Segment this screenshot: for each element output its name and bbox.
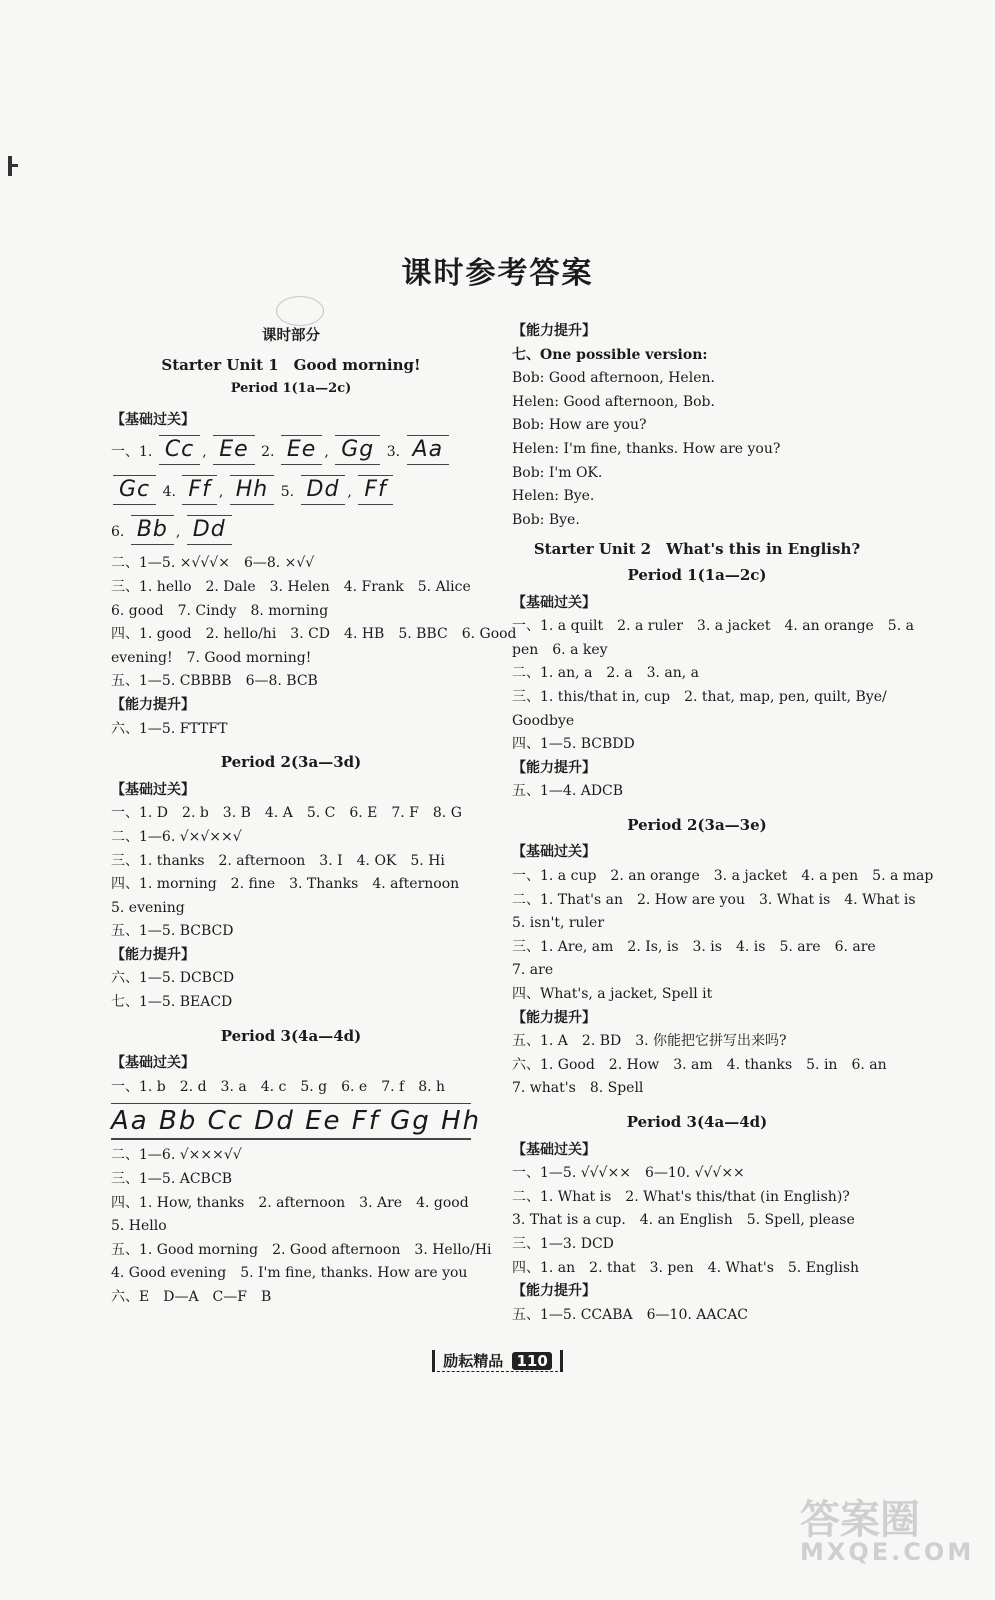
watermark-url: MXQE.COM <box>800 1538 975 1566</box>
handwritten-letters: Cc <box>159 435 200 465</box>
dialogue-line: Bob: I'm OK. <box>512 464 603 481</box>
answer-line: 六、1. Good 2. How 3. am 4. thanks 5. in 6. an <box>512 1056 887 1073</box>
item-number: 5. <box>280 484 295 501</box>
answer-line: 四、1. morning 2. fine 3. Thanks 4. afternoon <box>111 876 460 893</box>
answer-line: 三、1. this/that in, cup 2. that, map, pen, quilt, Bye/ <box>512 688 887 705</box>
answer-line: 5. isn't, ruler <box>512 915 605 932</box>
handwritten-letters: Gc <box>113 475 156 505</box>
answer-line: 四、1. How, thanks 2. afternoon 3. Are 4. good <box>111 1194 469 1211</box>
handwritten-letters: Ff <box>358 475 392 505</box>
answer-line: 三、1. thanks 2. afternoon 3. I 4. OK 5. Hi <box>111 852 445 869</box>
answer-line: 二、1. an, a 2. a 3. an, a <box>512 665 699 682</box>
answer-line: 四、What's, a jacket, Spell it <box>512 986 713 1003</box>
handwritten-letters: Hh <box>230 475 275 505</box>
handwritten-alphabet: Aa Bb Cc Dd Ee Ff Gg Hh <box>111 1103 471 1140</box>
page-number: 110 <box>512 1352 551 1370</box>
answer-line: 五、1—5. CBBBB 6—8. BCB <box>111 673 318 690</box>
left-column <box>111 320 517 1310</box>
handwritten-letters: Ee <box>281 435 322 465</box>
watermark <box>800 1497 975 1566</box>
section-heading: 【能力提升】 <box>111 946 195 963</box>
answer-line: 五、1—5. BCBCD <box>111 923 234 940</box>
answer-line: 六、1—5. FTTFT <box>111 720 228 737</box>
answer-line: 七、One possible version: <box>512 346 708 363</box>
answer-line: 五、1—4. ADCB <box>512 783 624 800</box>
section-heading: 【能力提升】 <box>512 759 596 776</box>
handwriting-row: 一、1. Cc , Ee 2. Ee , Gg 3. Aa <box>111 432 471 472</box>
section-heading: 【基础过关】 <box>512 1141 596 1158</box>
answer-line: 四、1. an 2. that 3. pen 4. What's 5. English <box>512 1259 860 1276</box>
period-title: Period 3(4a—4d) <box>220 1026 362 1045</box>
handwritten-letters: Aa <box>407 435 450 465</box>
section-heading: 【基础过关】 <box>111 1055 195 1072</box>
handwritten-letters: Gg <box>335 435 380 465</box>
answer-line: 7. what's 8. Spell <box>512 1080 644 1097</box>
answer-line: 3. That is a cup. 4. an English 5. Spell, please <box>512 1212 855 1229</box>
period-title: Period 2(3a—3d) <box>220 753 362 772</box>
answer-line: 二、1—6. √×××√√ <box>111 1147 242 1164</box>
period-title: Period 1(1a—2c) <box>230 381 352 397</box>
answer-line: 五、1—5. CCABA 6—10. AACAC <box>512 1306 749 1323</box>
right-column <box>512 320 934 1327</box>
item-number: 4. <box>162 484 176 501</box>
answer-line: 二、1—5. ×√√√× 6—8. ×√√ <box>111 555 315 572</box>
section-heading: 【能力提升】 <box>512 1009 596 1026</box>
dialogue-line: Helen: Good afternoon, Bob. <box>512 393 715 410</box>
answer-line: evening! 7. Good morning! <box>111 649 312 666</box>
answer-line: 六、E D—A C—F B <box>111 1289 272 1305</box>
dialogue-line: Bob: Bye. <box>512 511 580 528</box>
dialogue-line: Helen: Bye. <box>512 488 595 505</box>
section-heading: 【基础过关】 <box>512 844 596 861</box>
page-footer <box>0 1350 995 1372</box>
answer-line: 四、1. good 2. hello/hi 3. CD 4. HB 5. BBC 6. Good <box>111 626 517 643</box>
handwritten-letters: Ee <box>213 435 254 465</box>
handwritten-letters: Bb <box>131 515 174 545</box>
handwriting-row: 6. Bb , Dd <box>111 512 471 552</box>
section-heading: 【能力提升】 <box>512 1283 596 1300</box>
dialogue-line: Helen: I'm fine, thanks. How are you? <box>512 440 781 457</box>
dialogue-line: Bob: Good afternoon, Helen. <box>512 370 715 387</box>
section-title: 课时部分 <box>262 327 320 344</box>
answer-line: 三、1. hello 2. Dale 3. Helen 4. Frank 5. Alice <box>111 578 471 595</box>
item-number: 2. <box>261 444 275 461</box>
unit-title: Starter Unit 2 What's this in English? <box>533 540 861 559</box>
period-title: Period 1(1a—2c) <box>627 565 767 584</box>
unit-title: Starter Unit 1 Good morning! <box>161 355 421 374</box>
answer-line: 一、1. a quilt 2. a ruler 3. a jacket 4. an orange 5. a <box>512 618 914 635</box>
answer-line: 五、1. Good morning 2. Good afternoon 3. Hello/Hi <box>111 1241 492 1258</box>
handwritten-letters: Dd <box>301 475 346 505</box>
answer-line: 二、1. What is 2. What's this/that (in English)? <box>512 1188 850 1205</box>
answer-line: 6. good 7. Cindy 8. morning <box>111 602 329 619</box>
answer-line: 六、1—5. DCBCD <box>111 970 235 987</box>
period-title: Period 3(4a—4d) <box>626 1113 768 1131</box>
handwritten-letters: Dd <box>187 515 232 545</box>
answer-line: pen 6. a key <box>512 641 608 658</box>
answer-line: Goodbye <box>512 712 575 729</box>
answer-line: 三、1. Are, am 2. Is, is 3. is 4. is 5. are 6. are <box>512 938 876 955</box>
item-number: 6. <box>111 524 125 541</box>
answer-line: 一、1. D 2. b 3. B 4. A 5. C 6. E 7. F 8. G <box>111 805 462 822</box>
answer-line: 七、1—5. BEACD <box>111 994 233 1011</box>
section-heading: 【基础过关】 <box>111 411 195 428</box>
page-title: 课时参考答案 <box>401 256 594 291</box>
handwriting-row: Gc 4. Ff , Hh 5. Dd , Ff <box>111 472 471 512</box>
section-heading: 【基础过关】 <box>512 594 596 611</box>
answer-line: 四、1—5. BCBDD <box>512 736 635 753</box>
answer-line: 一、1. a cup 2. an orange 3. a jacket 4. a pen 5. a map <box>512 868 934 885</box>
answer-line: 五、1. A 2. BD 3. 你能把它拼写出来吗? <box>512 1033 787 1050</box>
handwritten-letters: Ff <box>182 475 216 505</box>
answer-line: 5. Hello <box>111 1218 167 1235</box>
answer-line: 三、1—5. ACBCB <box>111 1171 233 1188</box>
section-heading: 【基础过关】 <box>111 781 195 798</box>
answer-line: 二、1. That's an 2. How are you 3. What is 4. What is <box>512 891 916 908</box>
section-heading: 【能力提升】 <box>111 696 195 713</box>
brand-name: 励耘精品 <box>443 1352 504 1370</box>
answer-line: 二、1—6. √×√××√ <box>111 828 242 845</box>
answer-line: 5. evening <box>111 899 185 916</box>
answer-line: 三、1—3. DCD <box>512 1235 614 1252</box>
period-title: Period 2(3a—3e) <box>627 815 767 834</box>
dialogue-line: Bob: How are you? <box>512 417 647 434</box>
brand-label <box>432 1350 563 1372</box>
answer-line: 一、1. b 2. d 3. a 4. c 5. g 6. e 7. f 8. h <box>111 1078 446 1095</box>
section-heading: 【能力提升】 <box>512 323 596 339</box>
item-number: 一、1. <box>111 444 153 461</box>
margin-mark <box>8 156 12 176</box>
watermark-logo-text: 答案圈 <box>800 1497 920 1543</box>
answer-line: 4. Good evening 5. I'm fine, thanks. How are you <box>111 1265 468 1282</box>
answer-line: 一、1—5. √√√×× 6—10. √√√×× <box>512 1165 745 1182</box>
answer-line: 7. are <box>512 962 554 979</box>
item-number: 3. <box>386 444 401 461</box>
